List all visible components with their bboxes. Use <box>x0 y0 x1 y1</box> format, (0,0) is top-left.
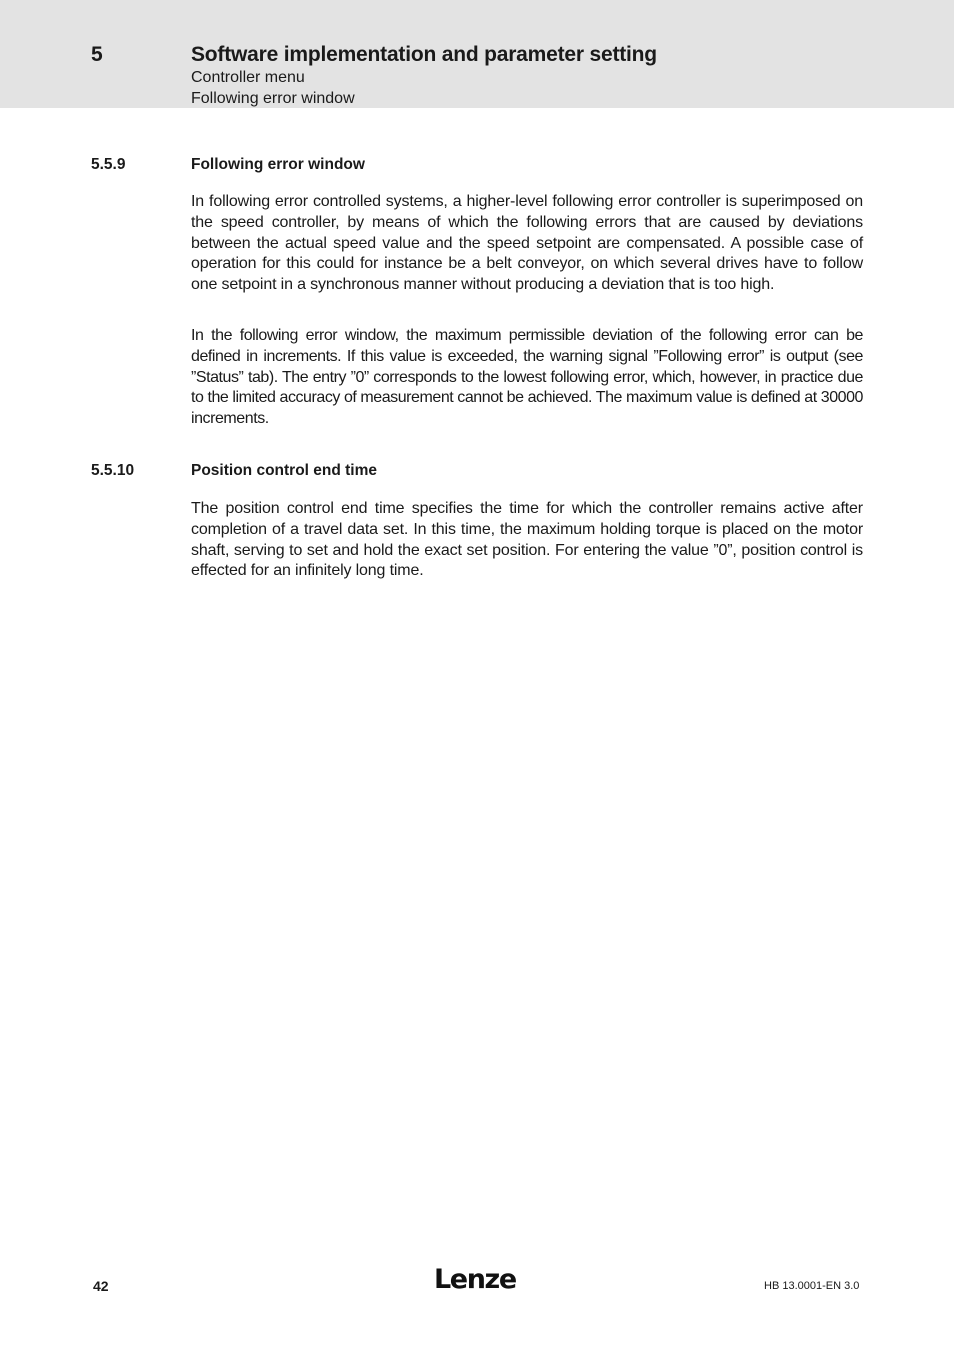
page-number: 42 <box>93 1278 109 1294</box>
section-title-following-error-window: Following error window <box>191 156 365 173</box>
breadcrumb-following-error-window: Following error window <box>191 90 355 107</box>
lenze-logo: Lenze <box>434 1264 516 1295</box>
document-code: HB 13.0001-EN 3.0 <box>764 1280 860 1292</box>
chapter-title: Software implementation and parameter setting <box>191 43 657 66</box>
paragraph-following-error-window: In the following error window, the maximum permissible deviation of the following error can be defined in increments. If this value is exceeded, the warning signal ”Following error” is output (see ”Status” tab). The entry ”0” corresponds to the lowest following error, which, however, in practice due to the limited accuracy of measurement cannot be achieved. The maximum value is defined at 30000 increments. <box>191 327 863 428</box>
paragraph-position-control-end-time: The position control end time specifies the time for which the controller remains active after completion of a travel data set. In this time, the maximum holding torque is placed on the motor shaft, serving to set and hold the exact set position. For entering the value ”0”, position control is effected for an infinitely long time. <box>191 500 863 580</box>
chapter-number: 5 <box>91 43 103 66</box>
section-number-5-5-9: 5.5.9 <box>91 156 126 173</box>
breadcrumb-controller-menu: Controller menu <box>191 69 305 86</box>
section-title-position-control-end-time: Position control end time <box>191 462 378 479</box>
section-number-5-5-10: 5.5.10 <box>91 462 135 479</box>
paragraph-following-error-intro: In following error controlled systems, a higher-level following error controller is superimposed on the speed controller, by means of which the following errors that are caused by deviations between the actual speed value and the speed setpoint are compensated. A possible case of operation for this could for instance be a belt conveyor, on which several drives have to follow one setpoint in a synchronous manner without producing a deviation that is too high. <box>191 193 863 294</box>
